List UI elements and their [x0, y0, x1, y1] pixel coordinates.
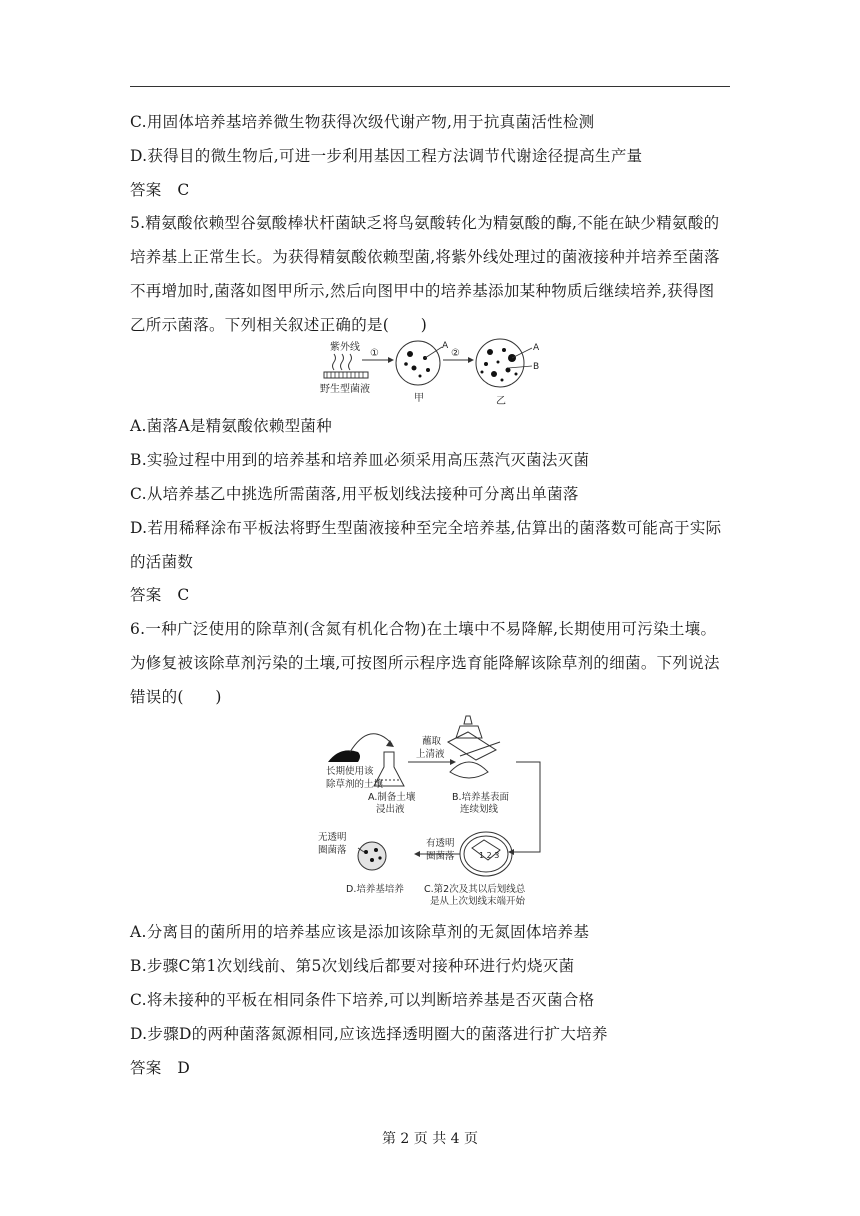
q4-option-c: C.用固体培养基培养微生物获得次级代谢产物,用于抗真菌活性检测	[130, 113, 595, 131]
q5-stem-line-1: 5.精氨酸依赖型谷氨酸棒状杆菌缺乏将鸟氨酸转化为精氨酸的酶,不能在缺少精氨酸的	[130, 214, 720, 232]
transfer-arrow-head	[386, 740, 394, 747]
q5-option-b: B.实验过程中用到的培养基和培养皿必须采用高压蒸汽灭菌法灭菌	[130, 451, 590, 469]
cycle-arrow	[514, 762, 540, 852]
step-b-label-1: B.培养基表面	[452, 792, 510, 803]
q6-stem-line-2: 为修复被该除草剂污染的土壤,可按图所示程序选育能降解该除草剂的细菌。下列说法	[130, 654, 720, 672]
dip-label-1: 蘸取	[422, 736, 442, 747]
step-c-label-1: C.第2次及其以后划线总	[424, 884, 526, 895]
dip-arrow-head	[450, 759, 456, 765]
q5-option-d-line-1: D.若用稀释涂布平板法将野生型菌液接种至完全培养基,估算出的菌落数可能高于实际	[130, 519, 722, 537]
q5-option-a: A.菌落A是精氨酸依赖型菌种	[130, 417, 333, 435]
soil-pile-icon	[328, 750, 360, 762]
q5-stem-line-4: 乙所示菌落。下列相关叙述正确的是( )	[130, 316, 428, 334]
step-a-label-1: A.制备土壤	[368, 792, 416, 803]
q6-option-d: D.步骤D的两种菌落氮源相同,应该选择透明圈大的菌落进行扩大培养	[130, 1025, 608, 1043]
q6-figure	[300, 712, 560, 912]
plate-icon	[450, 762, 488, 778]
q4-option-d: D.获得目的微生物后,可进一步利用基因工程方法调节代谢途径提高生产量	[130, 147, 643, 165]
q5-stem-line-2: 培养基上正常生长。为获得精氨酸依赖型菌,将紫外线处理过的菌液接种并培养至菌落	[130, 248, 720, 266]
dish-b-label: 乙	[496, 396, 506, 407]
step-d-label: D.培养基培养	[346, 884, 404, 895]
streak-number-icon: 1 2 3	[479, 851, 500, 860]
q6-option-c: C.将未接种的平板在相同条件下培养,可以判断培养基是否灭菌合格	[130, 991, 595, 1009]
dip-label-2: 上清液	[416, 749, 445, 760]
tube-hatching	[327, 372, 363, 378]
q6-answer: 答案 D	[130, 1059, 191, 1077]
soil-label-2: 除草剂的土壤	[326, 779, 384, 790]
dish-b-colony-a-label: A	[533, 343, 540, 353]
q6-stem-line-3: 错误的( )	[130, 688, 222, 706]
step-1-label: ①	[370, 348, 379, 359]
arrow-2-head	[468, 357, 474, 363]
dish-b	[476, 339, 524, 387]
cycle-arrow-head	[508, 849, 514, 855]
step-b-label-2: 连续划线	[460, 804, 499, 815]
step-c-label-2: 是从上次划线末端开始	[430, 896, 526, 907]
uv-rays-icon	[333, 354, 352, 370]
dish-a-colonies	[404, 351, 430, 378]
q5-option-d-line-2: 的活菌数	[130, 553, 194, 571]
halo-label-2: 圈菌落	[426, 851, 455, 862]
q5-answer: 答案 C	[130, 586, 190, 604]
culture-plate-icon	[358, 842, 386, 870]
soil-label-1: 长期使用该	[326, 766, 374, 777]
step-a-label-2: 浸出液	[376, 804, 405, 815]
flame-icon	[464, 716, 472, 724]
q5-figure	[318, 338, 548, 408]
q5-stem-line-3: 不再增加时,菌落如图甲所示,然后向图甲中的培养基添加某种物质后继续培养,获得图	[130, 282, 715, 300]
dish-a	[396, 341, 440, 385]
header-rule	[130, 86, 730, 87]
q6-option-b: B.步骤C第1次划线前、第5次划线后都要对接种环进行灼烧灭菌	[130, 957, 575, 975]
no-halo-label-1: 无透明	[318, 832, 347, 843]
dish-b-colonies	[481, 348, 518, 382]
q6-stem-line-1: 6.一种广泛使用的除草剂(含氮有机化合物)在土壤中不易降解,长期使用可污染土壤。	[130, 620, 717, 638]
no-halo-label-2: 圈菌落	[318, 845, 347, 856]
dish-b-colony-b-label: B	[533, 362, 540, 372]
transfer-arrow	[350, 734, 392, 752]
q5-option-c: C.从培养基乙中挑选所需菌落,用平板划线法接种可分离出单菌落	[130, 485, 579, 503]
dish-a-label: 甲	[414, 393, 424, 404]
q4-answer: 答案 C	[130, 181, 190, 199]
page-footer: 第 2 页 共 4 页	[381, 1131, 479, 1147]
q6-option-a: A.分离目的菌所用的培养基应该是添加该除草剂的无氮固体培养基	[130, 923, 590, 941]
plate-arrow-head	[414, 851, 420, 857]
uv-label: 紫外线	[330, 342, 360, 353]
wild-label: 野生型菌液	[320, 384, 370, 395]
pointer-b-b	[508, 366, 532, 368]
arrow-1-head	[388, 357, 394, 363]
pointer-b-a	[512, 348, 532, 358]
dish-a-colony-label: A	[442, 341, 449, 351]
halo-label-1: 有透明	[426, 838, 455, 849]
step-2-label: ②	[451, 348, 460, 359]
